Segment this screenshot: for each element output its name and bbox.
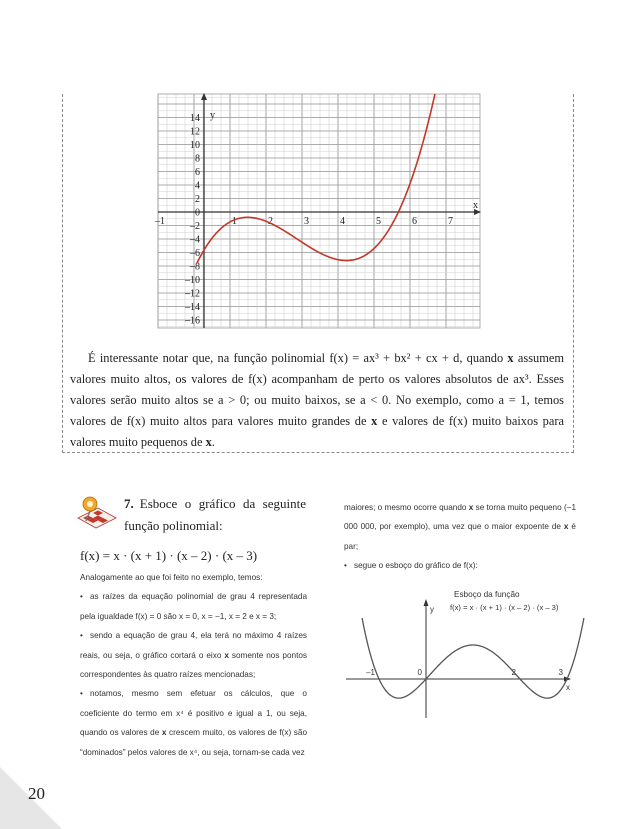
x-tick-label: 7: [448, 216, 453, 227]
y-tick-label: 0: [195, 207, 200, 219]
bullet-degree: • sendo a equação de grau 4, ela terá no máximo 4 raízes reais, ou seja, o gráfico cortará o eixo x somente nos pontos correspondentes às quatro raízes mencionadas;: [80, 631, 307, 680]
cubic-function-graph: [155, 94, 484, 334]
x-axis: [158, 209, 481, 215]
x-tick-label: –1: [155, 216, 165, 227]
x-tick-label: 3: [304, 216, 309, 227]
quartic-curve: [362, 618, 584, 698]
y-tick-label: –6: [190, 248, 200, 259]
bullet-coefficient: • notamos, mesmo sem efetuar os cálculos, que o coeficiente do termo em x⁴ é positivo e igual a 1, ou seja, quando os valores de x crescem muito, os valores de f(x) são “dominados” pelos valores de x⁴, ou seja, tornam-se cada vez: [80, 689, 307, 757]
y-tick-label: 2: [195, 194, 200, 205]
y-tick-label: 8: [195, 153, 200, 165]
sketch-x-tick-label: –1: [366, 668, 375, 677]
x-tick-label: 4: [340, 216, 345, 227]
y-tick-label: –4: [190, 234, 200, 246]
sketch-y-axis: [424, 599, 429, 718]
sketch-x-tick-label: 2: [511, 668, 516, 677]
sketch-formula: f(x) = x · (x + 1) · (x – 2) · (x – 3): [450, 603, 559, 612]
bullet-sketch: • segue o esboço do gráfico de f(x):: [344, 561, 478, 571]
x-tick-label: 2: [268, 216, 273, 227]
bullet-roots: • as raízes da equação polinomial de grau 4 representada pela igualdade f(x) = 0 são x = 0, x = −1, x = 2 e x = 3;: [80, 592, 307, 621]
exercise-icon: [76, 496, 118, 530]
y-tick-label: 10: [190, 140, 200, 151]
exercise-title: 7. Esboce o gráfico da seguinte função polinomial:: [124, 496, 306, 533]
quartic-sketch-graph: [342, 582, 574, 722]
y-tick-label: 6: [195, 167, 200, 178]
sketch-title: Esboço da função: [454, 590, 520, 599]
solution-right-column: [344, 498, 576, 576]
x-axis-label: x: [473, 200, 478, 211]
sketch-x-tick-label: 0: [417, 668, 422, 677]
y-axis-label: y: [210, 110, 215, 121]
page-number: 20: [28, 784, 45, 803]
sketch-x-tick-labels: [366, 668, 563, 677]
solution-intro: Analogamente ao que foi feito no exemplo, temos:: [80, 573, 263, 582]
exercise-formula: f(x) = x · (x + 1) · (x – 2) · (x – 3): [80, 548, 258, 563]
y-tick-label: –16: [185, 315, 200, 327]
y-tick-label: –14: [185, 302, 200, 313]
graph-grid: [158, 94, 480, 328]
sketch-x-tick-label: 3: [558, 668, 563, 677]
continuation-text: maiores; o mesmo ocorre quando x se torna muito pequeno (−1 000 000, por exemplo), uma vez que o maior expoente de x é par;: [344, 503, 576, 551]
y-tick-label: –10: [185, 275, 200, 286]
y-tick-labels: [184, 113, 200, 327]
sketch-x-label: x: [566, 683, 570, 692]
x-tick-label: 6: [412, 216, 417, 227]
y-tick-label: 14: [190, 113, 200, 124]
x-tick-label: 1: [232, 216, 237, 227]
y-tick-label: –2: [190, 221, 200, 232]
y-tick-label: –12: [185, 288, 200, 300]
y-tick-label: 4: [195, 180, 200, 192]
x-tick-label: 5: [376, 216, 381, 227]
sketch-y-label: y: [430, 605, 434, 614]
solution-left-column: [80, 568, 307, 762]
y-tick-label: 12: [190, 126, 200, 138]
intro-paragraph: É interessante notar que, na função polinomial f(x) = ax³ + bx² + cx + d, quando x assumem valores muito altos, os valores de f(x) acompanham de perto os valores absolutos de ax³. Esses valores serão muito altos se a > 0; ou muito baixos, se a < 0. No exemplo, como a = 1, temos valores de f(x) muito altos para valores muito grandes de x e valores de f(x) muito baixos para valores muito pequenos de x.: [70, 351, 564, 449]
y-tick-label: –8: [190, 261, 200, 273]
